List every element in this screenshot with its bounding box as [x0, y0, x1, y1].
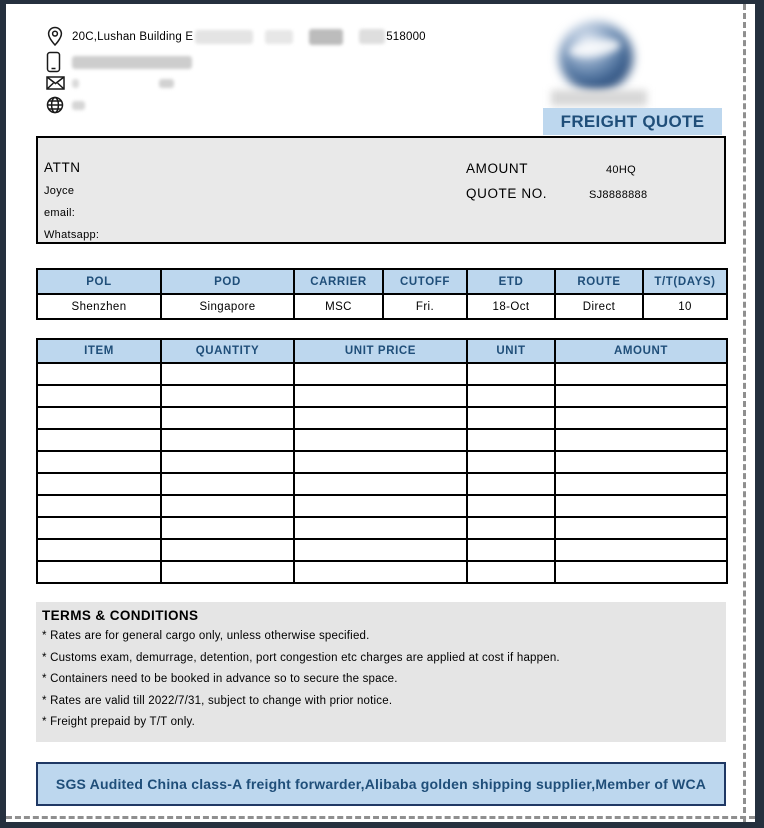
- items-empty-row: [37, 473, 727, 495]
- amount-value: 40HQ: [606, 164, 636, 176]
- items-table: [36, 338, 728, 584]
- footer-banner: [36, 762, 726, 806]
- contact-phone-row: [46, 51, 192, 73]
- items-empty-cell: [294, 473, 467, 495]
- items-empty-cell: [294, 539, 467, 561]
- terms-item-4: * Rates are valid till 2022/7/31, subject to change with prior notice.: [42, 694, 393, 707]
- items-empty-row: [37, 385, 727, 407]
- items-empty-cell: [555, 561, 727, 583]
- items-empty-cell: [555, 451, 727, 473]
- freight-quote-banner: [543, 108, 722, 135]
- items-empty-cell: [294, 561, 467, 583]
- terms-item-2: * Customs exam, demurrage, detention, port congestion etc charges are applied at cost if happen.: [42, 651, 560, 664]
- route-header-row: [37, 269, 727, 294]
- whatsapp-label: Whatsapp:: [44, 229, 100, 241]
- phone-icon: [46, 51, 72, 73]
- items-empty-row: [37, 407, 727, 429]
- terms-item-5: * Freight prepaid by T/T only.: [42, 716, 196, 728]
- envelope-icon: [46, 76, 72, 90]
- route-cell-cutoff: Fri.: [383, 294, 467, 319]
- items-empty-cell: [294, 495, 467, 517]
- redacted-email-2: [159, 79, 174, 88]
- page-break-horizontal-line: [6, 816, 755, 819]
- items-empty-cell: [555, 385, 727, 407]
- items-empty-cell: [37, 517, 161, 539]
- items-empty-row: [37, 429, 727, 451]
- route-cell-tt-days: 10: [643, 294, 727, 319]
- items-empty-row: [37, 451, 727, 473]
- route-cell-pod: Singapore: [161, 294, 294, 319]
- terms-item-1: * Rates are for general cargo only, unless otherwise specified.: [42, 630, 370, 642]
- route-header-pod: POD: [161, 269, 294, 294]
- items-empty-row: [37, 561, 727, 583]
- items-empty-cell: [161, 451, 294, 473]
- terms-section: [36, 602, 726, 742]
- globe-icon: [46, 96, 72, 114]
- items-empty-cell: [467, 539, 555, 561]
- items-empty-cell: [37, 495, 161, 517]
- address-postcode: 518000: [386, 30, 426, 43]
- items-empty-cell: [555, 517, 727, 539]
- items-empty-row: [37, 517, 727, 539]
- items-empty-cell: [467, 495, 555, 517]
- items-empty-cell: [294, 385, 467, 407]
- items-header-amount: AMOUNT: [555, 339, 727, 363]
- items-empty-cell: [161, 473, 294, 495]
- items-empty-cell: [161, 363, 294, 385]
- items-header-unit-price: UNIT PRICE: [294, 339, 467, 363]
- items-empty-cell: [161, 561, 294, 583]
- items-empty-cell: [37, 407, 161, 429]
- location-pin-icon: [46, 26, 72, 47]
- quote-info-box: [36, 136, 726, 244]
- items-empty-cell: [37, 561, 161, 583]
- email-label: email:: [44, 207, 76, 219]
- items-empty-cell: [37, 385, 161, 407]
- items-empty-cell: [555, 407, 727, 429]
- page-break-vertical-line: [743, 4, 746, 822]
- route-header-tt-days: T/T(DAYS): [643, 269, 727, 294]
- quote-no-value: SJ8888888: [589, 189, 648, 201]
- items-empty-cell: [467, 561, 555, 583]
- items-empty-cell: [161, 429, 294, 451]
- items-header-quantity: QUANTITY: [161, 339, 294, 363]
- redacted-email-1: [72, 79, 79, 88]
- items-empty-cell: [555, 429, 727, 451]
- items-header-unit: UNIT: [467, 339, 555, 363]
- items-header-row: [37, 339, 727, 363]
- items-empty-cell: [37, 539, 161, 561]
- items-empty-cell: [467, 517, 555, 539]
- items-empty-cell: [467, 407, 555, 429]
- route-header-cutoff: CUTOFF: [383, 269, 467, 294]
- route-header-carrier: CARRIER: [294, 269, 383, 294]
- items-empty-cell: [555, 363, 727, 385]
- terms-item-3: * Containers need to be booked in advance so to secure the space.: [42, 673, 398, 685]
- items-empty-cell: [161, 495, 294, 517]
- route-cell-etd: 18-Oct: [467, 294, 555, 319]
- route-header-pol: POL: [37, 269, 161, 294]
- redacted-address-1: [195, 30, 253, 44]
- freight-quote-title: FREIGHT QUOTE: [560, 111, 705, 131]
- attn-label: ATTN: [44, 160, 81, 175]
- contact-website-row: [46, 96, 85, 114]
- items-empty-cell: [467, 429, 555, 451]
- route-value-row: [37, 294, 727, 319]
- attn-value: Joyce: [44, 185, 75, 197]
- address-text: 20C,Lushan Building E: [72, 30, 194, 43]
- items-empty-row: [37, 363, 727, 385]
- contact-address-row: [46, 26, 426, 47]
- items-empty-cell: [555, 495, 727, 517]
- items-empty-cell: [294, 451, 467, 473]
- redacted-address-3: [309, 29, 343, 45]
- route-header-route: ROUTE: [555, 269, 643, 294]
- items-empty-cell: [467, 473, 555, 495]
- items-empty-cell: [37, 363, 161, 385]
- amount-label: AMOUNT: [466, 161, 529, 176]
- terms-title: TERMS & CONDITIONS: [42, 608, 199, 623]
- route-cell-pol: Shenzhen: [37, 294, 161, 319]
- items-empty-cell: [555, 539, 727, 561]
- redacted-address-4: [359, 29, 385, 44]
- items-empty-cell: [467, 385, 555, 407]
- items-empty-cell: [294, 363, 467, 385]
- items-empty-cell: [467, 363, 555, 385]
- items-header-item: ITEM: [37, 339, 161, 363]
- document-page: [6, 4, 755, 822]
- items-empty-cell: [294, 429, 467, 451]
- redacted-address-2: [265, 30, 293, 44]
- redacted-website: [72, 101, 85, 110]
- items-empty-cell: [161, 385, 294, 407]
- items-empty-cell: [467, 451, 555, 473]
- route-header-etd: ETD: [467, 269, 555, 294]
- items-empty-row: [37, 539, 727, 561]
- items-empty-cell: [37, 473, 161, 495]
- company-logo: [551, 18, 647, 110]
- items-empty-cell: [294, 517, 467, 539]
- logo-globe-blur: [559, 22, 633, 92]
- contact-email-row: [46, 76, 174, 90]
- items-empty-cell: [161, 539, 294, 561]
- items-empty-row: [37, 495, 727, 517]
- items-empty-cell: [294, 407, 467, 429]
- route-table: [36, 268, 728, 320]
- items-empty-cell: [161, 517, 294, 539]
- route-cell-route: Direct: [555, 294, 643, 319]
- redacted-phone: [72, 56, 192, 69]
- quote-no-label: QUOTE NO.: [466, 186, 548, 201]
- route-cell-carrier: MSC: [294, 294, 383, 319]
- items-empty-cell: [555, 473, 727, 495]
- items-empty-cell: [161, 407, 294, 429]
- items-empty-cell: [37, 429, 161, 451]
- footer-banner-text: SGS Audited China class-A freight forwarder,Alibaba golden shipping supplier,Member of WCA: [55, 776, 707, 792]
- items-empty-cell: [37, 451, 161, 473]
- logo-text-blur: [551, 90, 647, 106]
